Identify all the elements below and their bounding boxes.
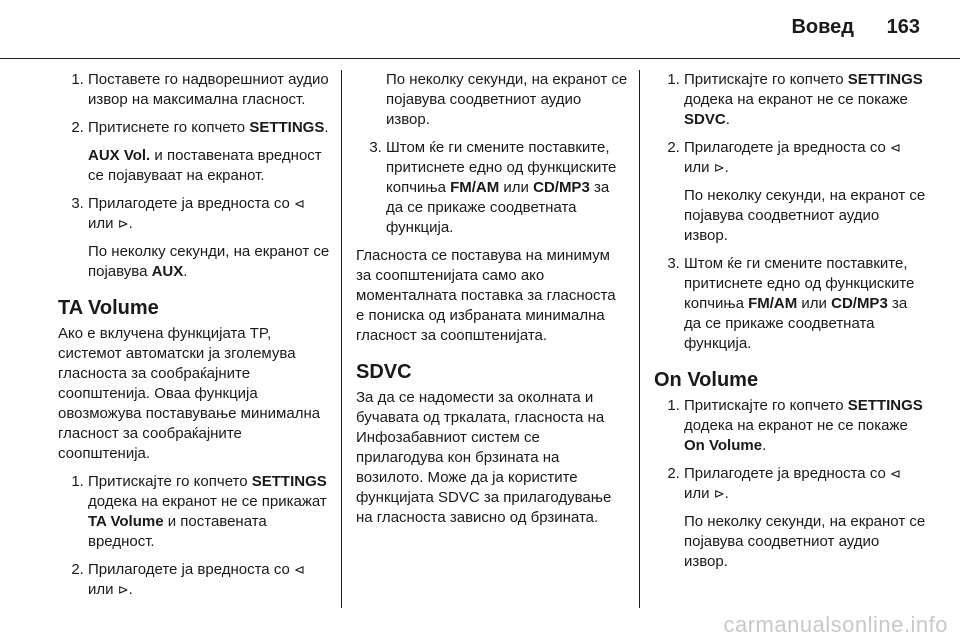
step-item: 2. Прилагодете ја вредноста со ⊲ или ⊳. bbox=[88, 560, 330, 600]
column-2 bbox=[356, 70, 628, 536]
step-item: 1. Притискајте го копчето SETTINGS додека на екранот не се прикажат TA Volume и поставената вредност. bbox=[88, 472, 330, 552]
step-item: 2. Прилагодете ја вредноста со ⊲ или ⊳. По неколку секунди, на екранот се појавува соодветниот аудио извор. bbox=[684, 138, 926, 246]
steps-list-ta-volume-cont bbox=[356, 138, 628, 238]
triangle-right-icon: ⊳ bbox=[117, 582, 129, 597]
key-label: SETTINGS bbox=[847, 71, 923, 88]
key-label: On Volume bbox=[684, 437, 763, 454]
step-item: 1. Поставете го надворешниот аудио извор на максимална гласност. bbox=[88, 70, 330, 110]
column-divider-1 bbox=[341, 70, 342, 608]
triangle-left-icon: ⊲ bbox=[294, 196, 305, 211]
key-label: FM/AM bbox=[748, 295, 798, 312]
step-note: По неколку секунди, на екранот се појавува соодветниот аудио извор. bbox=[684, 513, 926, 570]
key-label: SETTINGS bbox=[847, 397, 923, 414]
section-text: Ако е вклучена функцијата TP, системот автоматски ја зголемува гласноста за сообраќајните соопштенија. Оваа функција овозможува поставување минимална гласност за сообраќајните соопштенија. bbox=[58, 325, 321, 462]
step-note: По неколку секунди, на екранот се појавува соодветниот аудио извор. bbox=[386, 71, 628, 128]
key-label: FM/AM bbox=[450, 179, 500, 196]
triangle-left-icon: ⊲ bbox=[294, 562, 305, 577]
step-item: 1. Притискајте го копчето SETTINGS додека на екранот не се покаже On Volume. bbox=[684, 396, 926, 456]
section-title-ta-volume: TA Volume bbox=[58, 297, 159, 319]
key-label: SETTINGS bbox=[251, 473, 327, 490]
key-label: AUX bbox=[151, 263, 184, 280]
step-note: По неколку секунди, на екранот се појавува соодветниот аудио извор. bbox=[684, 187, 926, 244]
triangle-right-icon: ⊳ bbox=[117, 216, 129, 231]
key-label: TA Volume bbox=[88, 513, 164, 530]
steps-list-sdvc bbox=[654, 70, 926, 354]
key-label: SDVC bbox=[684, 111, 726, 128]
steps-list-aux bbox=[58, 70, 330, 282]
header-title: Вовед bbox=[791, 16, 854, 38]
step-item: 3. Прилагодете ја вредноста со ⊲ или ⊳. По неколку секунди, на екранот се појавува AUX. bbox=[88, 194, 330, 282]
key-label: AUX Vol. bbox=[88, 147, 151, 164]
section-text: За да се надомести за околната и бучавата од тркалата, гласноста на Инфозабавниот систем се прилагодува кон брзината на возилото. Може да ја користите функцијата SDVC за прилагодување на гласноста зависно од брзината. bbox=[356, 389, 612, 526]
step-item: 3. Штом ќе ги смените поставките, притиснете едно од функциските копчиња FM/AM или CD/MP3 за да се прикаже соодветната функција. bbox=[684, 254, 926, 354]
header-rule bbox=[0, 58, 960, 59]
step-item: 2. Прилагодете ја вредноста со ⊲ или ⊳. По неколку секунди, на екранот се појавува соодветниот аудио извор. bbox=[684, 464, 926, 572]
page-number: 163 bbox=[886, 16, 920, 38]
paragraph: Гласноста се поставува на минимум за соопштенијата само ако моменталната поставка за гласноста е пониска од избраната минимална гласност за соопштенијата. bbox=[356, 247, 616, 344]
key-label: CD/MP3 bbox=[831, 295, 888, 312]
step-note: AUX Vol. и поставената вредност се појавуваат на екранот. bbox=[88, 147, 322, 184]
steps-list-ta-volume bbox=[58, 472, 330, 600]
step-item: 2. Притиснете го копчето SETTINGS. AUX Vol. и поставената вредност се појавуваат на екранот. bbox=[88, 118, 330, 186]
section-title-sdvc: SDVC bbox=[356, 361, 412, 383]
triangle-left-icon: ⊲ bbox=[890, 140, 901, 155]
step-item: 3. Штом ќе ги смените поставките, притиснете едно од функциските копчиња FM/AM или CD/MP3 за да се прикаже соодветната функција. bbox=[386, 138, 628, 238]
steps-list-on-volume bbox=[654, 396, 926, 572]
section-title-on-volume: On Volume bbox=[654, 369, 759, 391]
watermark: carmanualsonline.info bbox=[723, 612, 948, 637]
triangle-right-icon: ⊳ bbox=[713, 160, 725, 175]
column-1 bbox=[58, 70, 330, 608]
step-note: По неколку секунди, на екранот се појавува AUX. bbox=[88, 243, 330, 280]
column-3 bbox=[654, 70, 926, 580]
triangle-right-icon: ⊳ bbox=[713, 486, 725, 501]
key-label: SETTINGS bbox=[249, 119, 325, 136]
column-divider-2 bbox=[639, 70, 640, 608]
step-item: 1. Притискајте го копчето SETTINGS додека на екранот не се покаже SDVC. bbox=[684, 70, 926, 130]
key-label: CD/MP3 bbox=[533, 179, 590, 196]
triangle-left-icon: ⊲ bbox=[890, 466, 901, 481]
